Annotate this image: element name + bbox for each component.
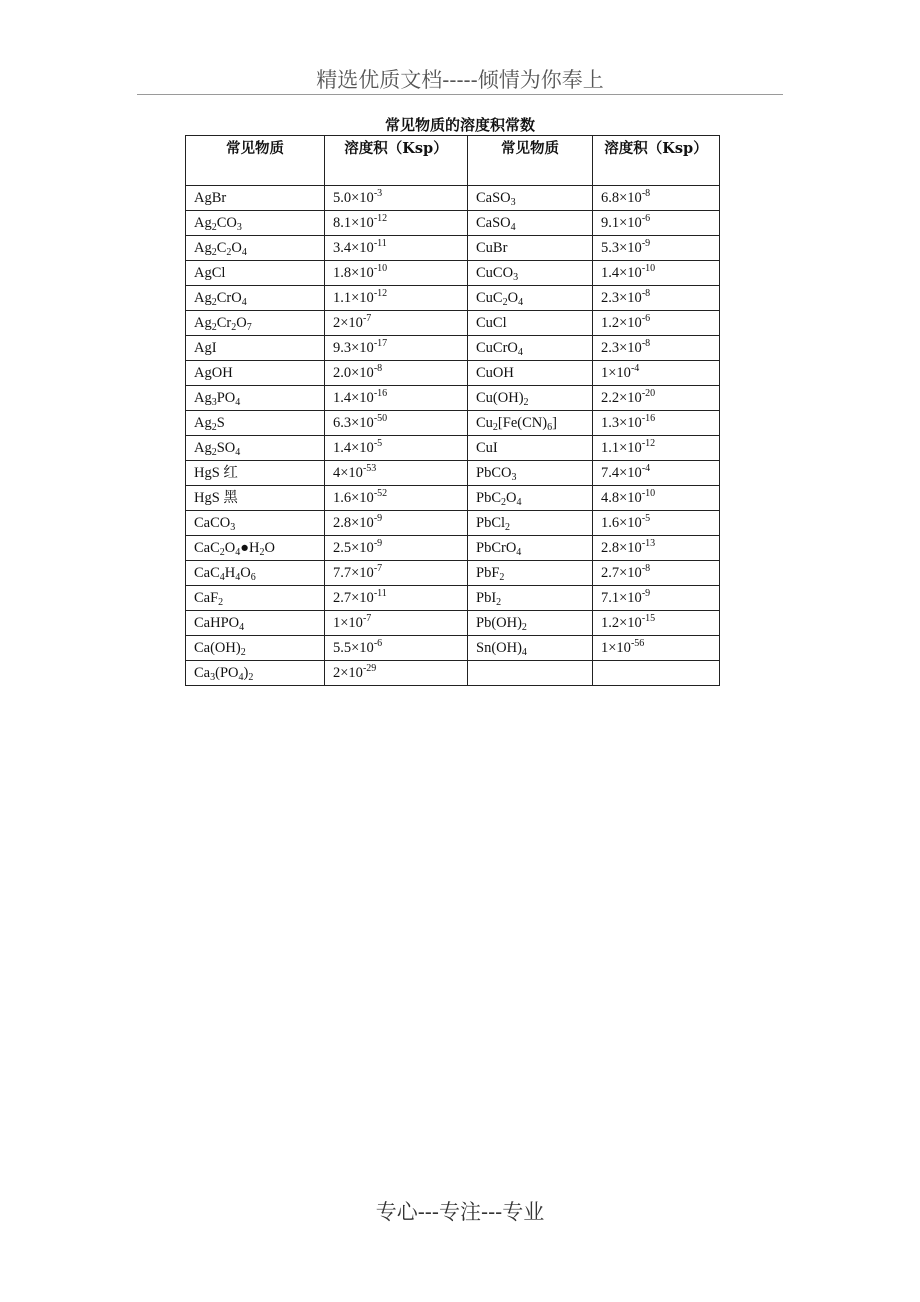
ksp-value-cell: $7.4\times 10^{-4}$ [593, 461, 720, 486]
ksp-value-cell: $5.3\times 10^{-9}$ [593, 236, 720, 261]
substance-cell: CuBr [468, 236, 593, 261]
table-row [186, 511, 720, 536]
ksp-value-cell: $2\times 10^{-7}$ [325, 311, 468, 336]
ksp-value-cell: $2.2\times 10^{-20}$ [593, 386, 720, 411]
table-header-row [186, 136, 720, 186]
substance-cell: $Ag_2C_2O_4$ [186, 236, 325, 261]
ksp-value-cell: $1\times 10^{-56}$ [593, 636, 720, 661]
ksp-value-cell: $1.1\times 10^{-12}$ [325, 286, 468, 311]
substance-cell: HgS 黑 [186, 486, 325, 511]
ksp-value-cell: $7.1\times 10^{-9}$ [593, 586, 720, 611]
header-divider [137, 94, 783, 95]
substance-cell: AgBr [186, 186, 325, 211]
table-row [186, 611, 720, 636]
substance-cell: CuOH [468, 361, 593, 386]
substance-cell: $CuC_2O_4$ [468, 286, 593, 311]
substance-cell: AgCl [186, 261, 325, 286]
ksp-value-cell: $7.7\times 10^{-7}$ [325, 561, 468, 586]
substance-cell: CaSO$_4$ [468, 211, 593, 236]
substance-cell [468, 661, 593, 686]
substance-cell: PbCrO$_4$ [468, 536, 593, 561]
ksp-value-cell: $4\times 10^{-53}$ [325, 461, 468, 486]
table-row [186, 361, 720, 386]
ksp-value-cell: $2.8\times 10^{-9}$ [325, 511, 468, 536]
ksp-value-cell [593, 661, 720, 686]
table-row [186, 211, 720, 236]
ksp-value-cell: $1.4\times 10^{-16}$ [325, 386, 468, 411]
table-row [186, 386, 720, 411]
ksp-value-cell: $1.4\times 10^{-10}$ [593, 261, 720, 286]
ksp-value-cell: $2.8\times 10^{-13}$ [593, 536, 720, 561]
ksp-value-cell: $8.1\times 10^{-12}$ [325, 211, 468, 236]
table-row [186, 436, 720, 461]
substance-cell: $Ca(OH)_2$ [186, 636, 325, 661]
ksp-value-cell: $1.6\times 10^{-52}$ [325, 486, 468, 511]
ksp-value-cell: $1.8\times 10^{-10}$ [325, 261, 468, 286]
substance-cell: $Ag_2CrO_4$ [186, 286, 325, 311]
substance-cell: PbF$_2$ [468, 561, 593, 586]
substance-cell: PbI$_2$ [468, 586, 593, 611]
ksp-value-cell: $5.5\times 10^{-6}$ [325, 636, 468, 661]
substance-cell: $Cu_2[Fe(CN)_6]$ [468, 411, 593, 436]
substance-cell: HgS 红 [186, 461, 325, 486]
substance-cell: $Ag_2Cr_2O_7$ [186, 311, 325, 336]
ksp-value-cell: $9.3\times 10^{-17}$ [325, 336, 468, 361]
table-body [186, 186, 720, 686]
ksp-value-cell: $4.8\times 10^{-10}$ [593, 486, 720, 511]
substance-cell: $Ag_2SO_4$ [186, 436, 325, 461]
ksp-value-cell: $2.7\times 10^{-8}$ [593, 561, 720, 586]
ksp-value-cell: $1.1\times 10^{-12}$ [593, 436, 720, 461]
substance-cell: CuCrO$_4$ [468, 336, 593, 361]
ksp-value-cell: $5.0\times 10^{-3}$ [325, 186, 468, 211]
table-row [186, 236, 720, 261]
ksp-value-cell: $1.2\times 10^{-15}$ [593, 611, 720, 636]
ksp-value-cell: $1\times 10^{-7}$ [325, 611, 468, 636]
column-header-ksp: 溶度积（Ksp） [325, 136, 468, 186]
substance-cell: PbCl$_2$ [468, 511, 593, 536]
ksp-value-cell: $2.3\times 10^{-8}$ [593, 286, 720, 311]
substance-cell: $Pb(OH)_2$ [468, 611, 593, 636]
table-row [186, 636, 720, 661]
page-header: 精选优质文档-----倾情为你奉上 [316, 68, 604, 92]
table-row [186, 536, 720, 561]
substance-cell: $Cu(OH)_2$ [468, 386, 593, 411]
column-header-substance: 常见物质 [186, 136, 325, 186]
substance-cell: AgOH [186, 361, 325, 386]
substance-cell: CuCl [468, 311, 593, 336]
table-row [186, 411, 720, 436]
substance-cell: CaCO$_3$ [186, 511, 325, 536]
table-row [186, 186, 720, 211]
table-row [186, 261, 720, 286]
table-row [186, 461, 720, 486]
ksp-value-cell: $6.3\times 10^{-50}$ [325, 411, 468, 436]
table-row [186, 311, 720, 336]
ksp-value-cell: $1.6\times 10^{-5}$ [593, 511, 720, 536]
substance-cell: CaHPO$_4$ [186, 611, 325, 636]
ksp-table [185, 135, 720, 686]
substance-cell: $Ag_2CO_3$ [186, 211, 325, 236]
table-row [186, 486, 720, 511]
ksp-value-cell: $2.3\times 10^{-8}$ [593, 336, 720, 361]
table-row [186, 586, 720, 611]
table-row [186, 661, 720, 686]
ksp-value-cell: $1.3\times 10^{-16}$ [593, 411, 720, 436]
table-title: 常见物质的溶度积常数 [384, 116, 535, 134]
column-header-substance: 常见物质 [468, 136, 593, 186]
substance-cell: $Ag_2S$ [186, 411, 325, 436]
substance-cell: PbCO$_3$ [468, 461, 593, 486]
substance-cell: $Ca_3(PO_4)_2$ [186, 661, 325, 686]
table-row [186, 286, 720, 311]
column-header-ksp: 溶度积（Ksp） [593, 136, 720, 186]
ksp-value-cell: $6.8\times 10^{-8}$ [593, 186, 720, 211]
substance-cell: CaSO$_3$ [468, 186, 593, 211]
substance-cell: AgI [186, 336, 325, 361]
ksp-value-cell: $9.1\times 10^{-6}$ [593, 211, 720, 236]
substance-cell: $PbC_2O_4$ [468, 486, 593, 511]
page-footer: 专心---专注---专业 [375, 1200, 545, 1224]
substance-cell: CuCO$_3$ [468, 261, 593, 286]
ksp-value-cell: $2.0\times 10^{-8}$ [325, 361, 468, 386]
ksp-value-cell: $2\times 10^{-29}$ [325, 661, 468, 686]
substance-cell: CaF$_2$ [186, 586, 325, 611]
ksp-value-cell: $2.5\times 10^{-9}$ [325, 536, 468, 561]
ksp-value-cell: $3.4\times 10^{-11}$ [325, 236, 468, 261]
substance-cell: $CaC_2O_4●H_2O$ [186, 536, 325, 561]
substance-cell: $Sn(OH)_4$ [468, 636, 593, 661]
table-row [186, 336, 720, 361]
table-row [186, 561, 720, 586]
ksp-value-cell: $1.4\times 10^{-5}$ [325, 436, 468, 461]
ksp-value-cell: $1.2\times 10^{-6}$ [593, 311, 720, 336]
ksp-value-cell: $2.7\times 10^{-11}$ [325, 586, 468, 611]
substance-cell: $Ag_3PO_4$ [186, 386, 325, 411]
substance-cell: CuI [468, 436, 593, 461]
substance-cell: $CaC_4H_4O_6$ [186, 561, 325, 586]
ksp-value-cell: $1\times 10^{-4}$ [593, 361, 720, 386]
